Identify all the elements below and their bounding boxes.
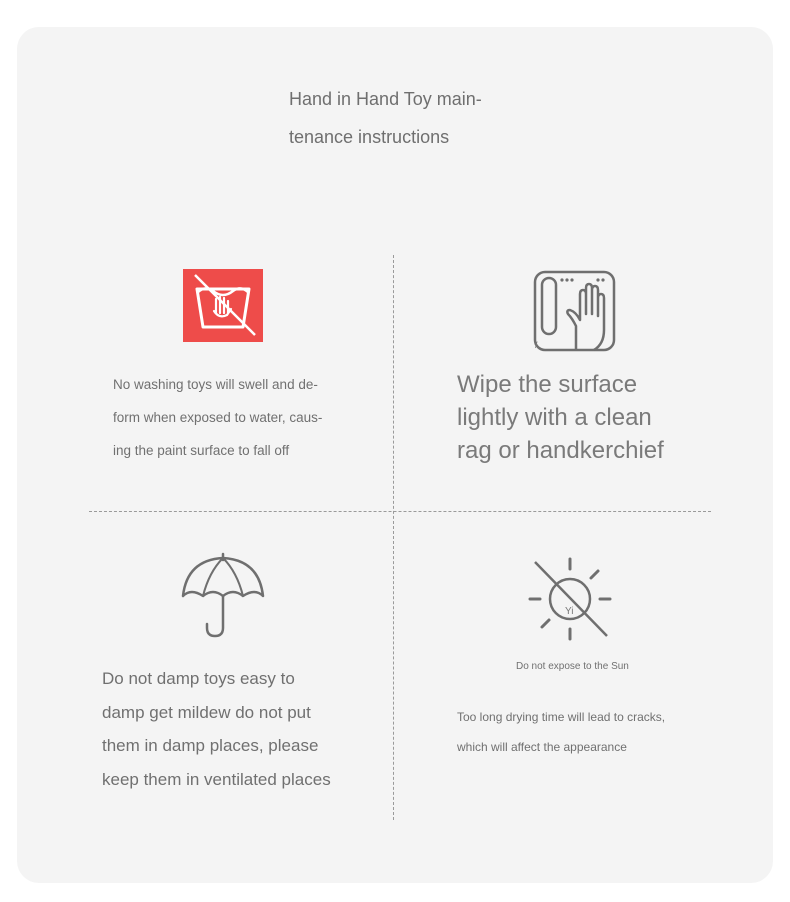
no-sun-line-2: which will affect the appearance (457, 740, 627, 754)
no-damp-line-3: them in damp places, please (102, 736, 319, 755)
page-title (289, 80, 509, 156)
title-line-1: Hand in Hand Toy main- (289, 89, 482, 109)
no-sun-line-1: Too long drying time will lead to cracks, (457, 710, 666, 724)
no-sun-heading: Do not expose to the Sun (516, 661, 629, 672)
no-damp-line-1: Do not damp toys easy to (102, 669, 295, 688)
wipe-line-1: Wipe the surface (457, 371, 638, 398)
no-sun-text (457, 702, 697, 762)
wipe-line-3: rag or handkerchief (457, 437, 664, 464)
umbrella-icon (181, 552, 265, 640)
sun-icon-mark: Yi (565, 606, 574, 617)
no-damp-line-2: damp get mildew do not put (102, 702, 311, 722)
wipe-icon-mark: /. (535, 340, 541, 350)
wipe-text (457, 368, 717, 467)
title-line-2: tenance instructions (289, 127, 450, 147)
vertical-divider (393, 255, 394, 820)
no-wash-line-3: ing the paint surface to fall off (113, 443, 290, 458)
no-wash-text (113, 368, 353, 467)
wipe-line-2: lightly with a clean (457, 404, 652, 431)
wipe-hand-icon (532, 270, 618, 354)
no-sun-icon (527, 556, 613, 642)
no-wash-line-2: form when exposed to water, caus- (113, 410, 323, 425)
no-wash-line-1: No washing toys will swell and de- (113, 377, 318, 392)
horizontal-divider (89, 511, 711, 512)
no-damp-line-4: keep them in ventilated places (102, 769, 331, 789)
no-wash-icon (183, 269, 263, 342)
no-damp-text (102, 662, 362, 796)
